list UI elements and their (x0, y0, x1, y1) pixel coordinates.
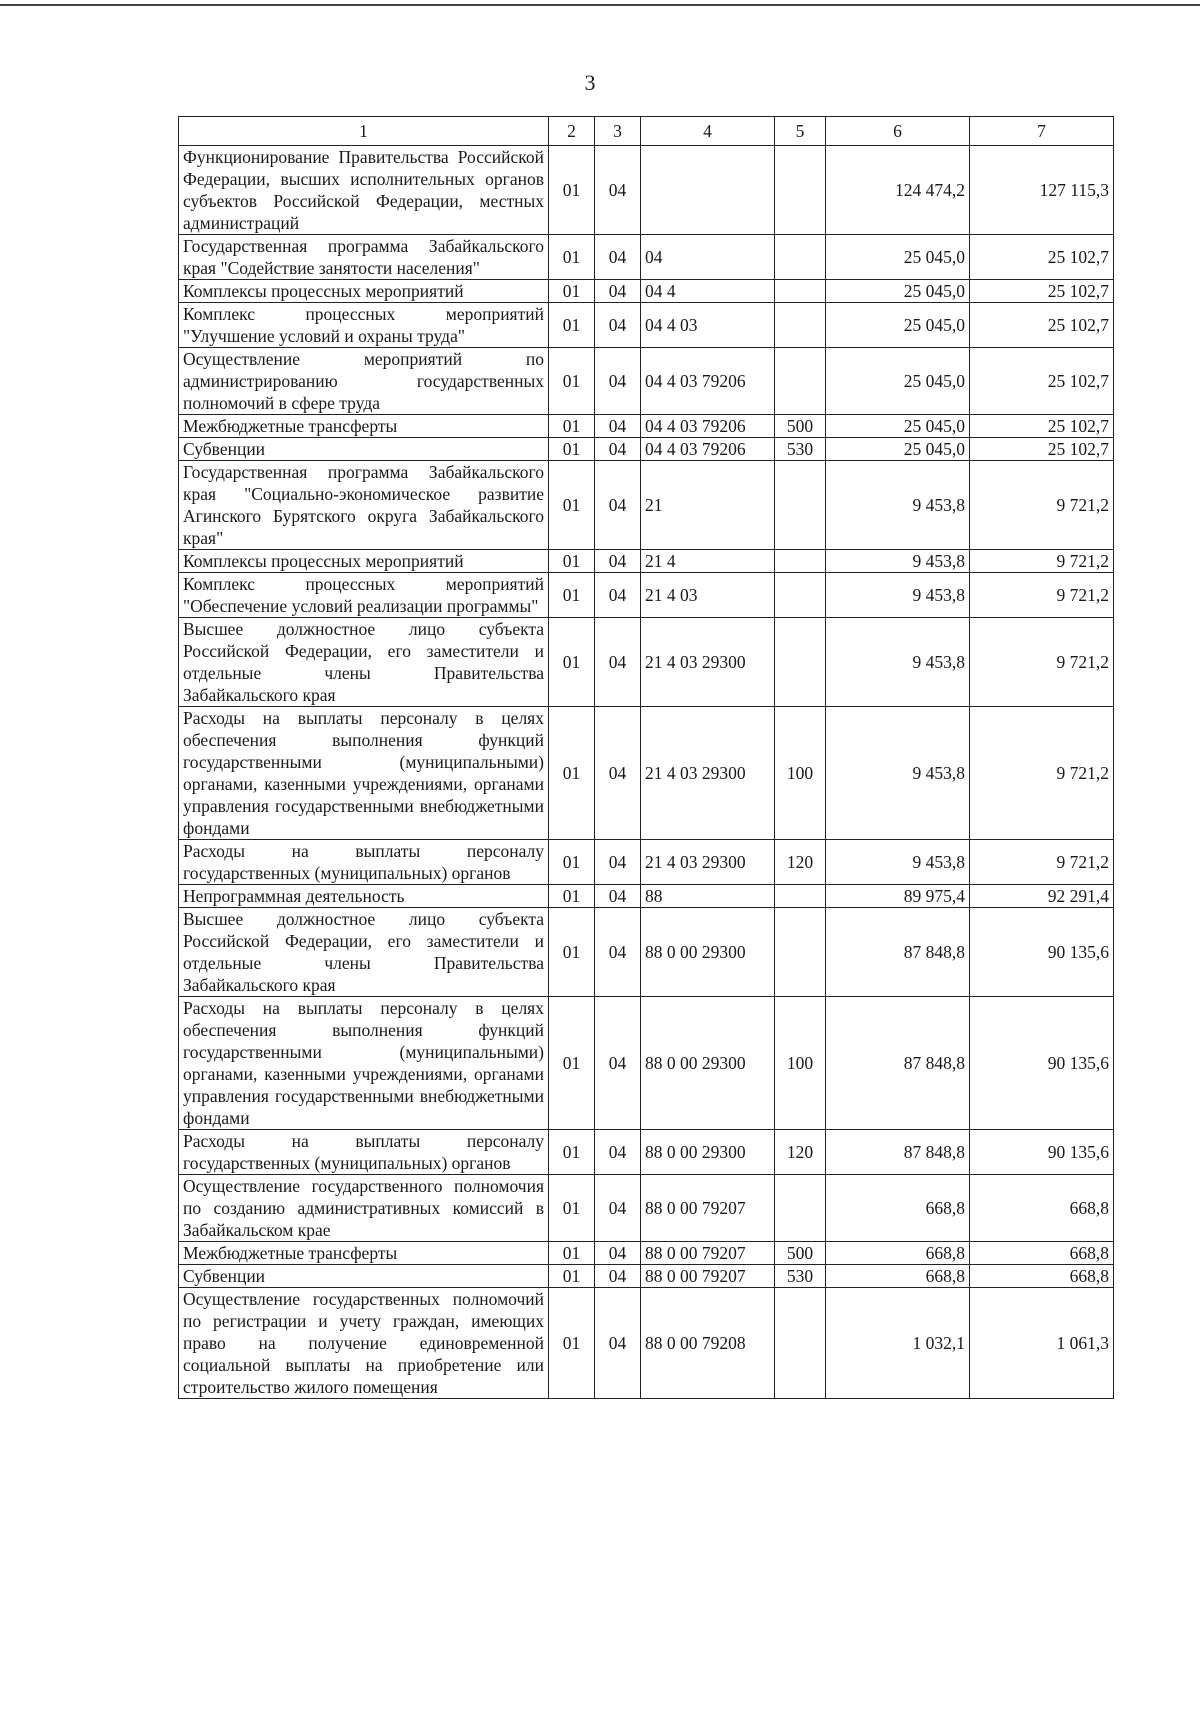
amount-col6: 25 045,0 (826, 438, 970, 461)
table-row (179, 415, 1114, 438)
row-name: Осуществление государственных полномочий по регистрации и учету граждан, имеющих право на получение единовременной социальной выплаты на приобретение или строительство жилого помещения (179, 1288, 549, 1399)
amount-col6: 25 045,0 (826, 303, 970, 348)
section-code: 01 (549, 280, 595, 303)
table-row (179, 707, 1114, 840)
expense-type-code (775, 461, 826, 550)
amount-col6: 124 474,2 (826, 146, 970, 235)
section-code: 01 (549, 885, 595, 908)
row-name: Осуществление государственного полномочия по созданию административных комиссий в Забайкальском крае (179, 1175, 549, 1242)
section-code: 01 (549, 235, 595, 280)
section-code: 01 (549, 840, 595, 885)
amount-col6: 25 045,0 (826, 235, 970, 280)
expense-type-code (775, 573, 826, 618)
amount-col6: 668,8 (826, 1265, 970, 1288)
expense-type-code: 530 (775, 438, 826, 461)
section-code: 01 (549, 146, 595, 235)
column-header: 1 (179, 117, 549, 146)
subsection-code: 04 (595, 997, 641, 1130)
amount-col6: 668,8 (826, 1242, 970, 1265)
amount-col6: 9 453,8 (826, 618, 970, 707)
row-name: Осуществление мероприятий по администрированию государственных полномочий в сфере труда (179, 348, 549, 415)
row-name: Субвенции (179, 438, 549, 461)
target-article-code: 88 0 00 29300 (641, 997, 775, 1130)
expense-type-code (775, 885, 826, 908)
section-code: 01 (549, 1242, 595, 1265)
row-name: Комплекс процессных мероприятий "Улучшение условий и охраны труда" (179, 303, 549, 348)
budget-table (178, 116, 1114, 1399)
expense-type-code (775, 146, 826, 235)
table-row (179, 550, 1114, 573)
column-header: 5 (775, 117, 826, 146)
expense-type-code (775, 1288, 826, 1399)
target-article-code: 21 4 03 29300 (641, 707, 775, 840)
subsection-code: 04 (595, 1130, 641, 1175)
table-row (179, 1288, 1114, 1399)
amount-col6: 87 848,8 (826, 997, 970, 1130)
amount-col7: 90 135,6 (970, 908, 1114, 997)
table-row (179, 1265, 1114, 1288)
amount-col7: 9 721,2 (970, 461, 1114, 550)
target-article-code: 21 4 03 29300 (641, 618, 775, 707)
amount-col7: 25 102,7 (970, 303, 1114, 348)
target-article-code: 04 4 03 79206 (641, 438, 775, 461)
amount-col7: 9 721,2 (970, 550, 1114, 573)
column-header: 7 (970, 117, 1114, 146)
amount-col6: 1 032,1 (826, 1288, 970, 1399)
amount-col6: 25 045,0 (826, 280, 970, 303)
table-row (179, 1242, 1114, 1265)
table-row (179, 280, 1114, 303)
table-row (179, 438, 1114, 461)
section-code: 01 (549, 550, 595, 573)
expense-type-code (775, 348, 826, 415)
amount-col6: 25 045,0 (826, 415, 970, 438)
amount-col6: 9 453,8 (826, 573, 970, 618)
expense-type-code (775, 235, 826, 280)
row-name: Межбюджетные трансферты (179, 415, 549, 438)
target-article-code: 88 0 00 79208 (641, 1288, 775, 1399)
amount-col7: 668,8 (970, 1175, 1114, 1242)
amount-col6: 89 975,4 (826, 885, 970, 908)
table-row (179, 885, 1114, 908)
target-article-code: 88 (641, 885, 775, 908)
section-code: 01 (549, 303, 595, 348)
target-article-code: 88 0 00 79207 (641, 1265, 775, 1288)
row-name: Непрограммная деятельность (179, 885, 549, 908)
expense-type-code: 100 (775, 707, 826, 840)
table-row (179, 1175, 1114, 1242)
expense-type-code (775, 908, 826, 997)
expense-type-code: 120 (775, 840, 826, 885)
subsection-code: 04 (595, 840, 641, 885)
target-article-code: 88 0 00 29300 (641, 1130, 775, 1175)
subsection-code: 04 (595, 303, 641, 348)
table-row (179, 461, 1114, 550)
subsection-code: 04 (595, 280, 641, 303)
target-article-code: 04 (641, 235, 775, 280)
section-code: 01 (549, 438, 595, 461)
amount-col6: 668,8 (826, 1175, 970, 1242)
section-code: 01 (549, 707, 595, 840)
subsection-code: 04 (595, 461, 641, 550)
target-article-code: 88 0 00 29300 (641, 908, 775, 997)
section-code: 01 (549, 1130, 595, 1175)
section-code: 01 (549, 348, 595, 415)
table-row (179, 348, 1114, 415)
target-article-code: 21 4 03 29300 (641, 840, 775, 885)
subsection-code: 04 (595, 235, 641, 280)
target-article-code: 21 4 (641, 550, 775, 573)
column-header: 2 (549, 117, 595, 146)
header-row (179, 117, 1114, 146)
expense-type-code: 120 (775, 1130, 826, 1175)
section-code: 01 (549, 618, 595, 707)
amount-col7: 668,8 (970, 1265, 1114, 1288)
amount-col6: 87 848,8 (826, 908, 970, 997)
table-row (179, 908, 1114, 997)
table-row (179, 146, 1114, 235)
amount-col6: 9 453,8 (826, 707, 970, 840)
subsection-code: 04 (595, 550, 641, 573)
amount-col7: 25 102,7 (970, 415, 1114, 438)
section-code: 01 (549, 1175, 595, 1242)
target-article-code: 04 4 03 (641, 303, 775, 348)
table-row (179, 1130, 1114, 1175)
row-name: Расходы на выплаты персоналу государственных (муниципальных) органов (179, 1130, 549, 1175)
table-row (179, 573, 1114, 618)
amount-col7: 25 102,7 (970, 235, 1114, 280)
target-article-code: 04 4 03 79206 (641, 415, 775, 438)
target-article-code (641, 146, 775, 235)
section-code: 01 (549, 573, 595, 618)
section-code: 01 (549, 1288, 595, 1399)
amount-col7: 9 721,2 (970, 707, 1114, 840)
expense-type-code: 530 (775, 1265, 826, 1288)
amount-col7: 9 721,2 (970, 573, 1114, 618)
target-article-code: 04 4 (641, 280, 775, 303)
subsection-code: 04 (595, 618, 641, 707)
row-name: Высшее должностное лицо субъекта Российской Федерации, его заместители и отдельные члены Правительства Забайкальского края (179, 908, 549, 997)
subsection-code: 04 (595, 1288, 641, 1399)
row-name: Расходы на выплаты персоналу в целях обеспечения выполнения функций государственными (муниципальными) органами, казенными учреждениями, органами управления государственными внебюджетными фондами (179, 707, 549, 840)
subsection-code: 04 (595, 146, 641, 235)
table-row (179, 997, 1114, 1130)
subsection-code: 04 (595, 1265, 641, 1288)
page-number: 3 (584, 70, 596, 95)
expense-type-code (775, 280, 826, 303)
amount-col7: 25 102,7 (970, 280, 1114, 303)
amount-col7: 92 291,4 (970, 885, 1114, 908)
subsection-code: 04 (595, 1175, 641, 1242)
target-article-code: 88 0 00 79207 (641, 1175, 775, 1242)
row-name: Расходы на выплаты персоналу в целях обеспечения выполнения функций государственными (муниципальными) органами, казенными учреждениями, органами управления государственными внебюджетными фондами (179, 997, 549, 1130)
subsection-code: 04 (595, 1242, 641, 1265)
section-code: 01 (549, 415, 595, 438)
table-row (179, 235, 1114, 280)
section-code: 01 (549, 908, 595, 997)
row-name: Комплексы процессных мероприятий (179, 280, 549, 303)
row-name: Расходы на выплаты персоналу государственных (муниципальных) органов (179, 840, 549, 885)
expense-type-code: 500 (775, 1242, 826, 1265)
subsection-code: 04 (595, 415, 641, 438)
column-header: 3 (595, 117, 641, 146)
table-row (179, 840, 1114, 885)
expense-type-code (775, 1175, 826, 1242)
target-article-code: 21 4 03 (641, 573, 775, 618)
expense-type-code (775, 303, 826, 348)
amount-col7: 9 721,2 (970, 618, 1114, 707)
amount-col7: 127 115,3 (970, 146, 1114, 235)
expense-type-code: 500 (775, 415, 826, 438)
amount-col6: 87 848,8 (826, 1130, 970, 1175)
amount-col7: 90 135,6 (970, 997, 1114, 1130)
table-row (179, 618, 1114, 707)
row-name: Государственная программа Забайкальского края "Содействие занятости населения" (179, 235, 549, 280)
amount-col6: 25 045,0 (826, 348, 970, 415)
column-header: 4 (641, 117, 775, 146)
amount-col7: 9 721,2 (970, 840, 1114, 885)
amount-col7: 1 061,3 (970, 1288, 1114, 1399)
row-name: Функционирование Правительства Российской Федерации, высших исполнительных органов субъектов Российской Федерации, местных администраций (179, 146, 549, 235)
row-name: Комплексы процессных мероприятий (179, 550, 549, 573)
amount-col7: 90 135,6 (970, 1130, 1114, 1175)
subsection-code: 04 (595, 707, 641, 840)
row-name: Комплекс процессных мероприятий "Обеспечение условий реализации программы" (179, 573, 549, 618)
expense-type-code (775, 618, 826, 707)
amount-col6: 9 453,8 (826, 550, 970, 573)
amount-col7: 25 102,7 (970, 438, 1114, 461)
subsection-code: 04 (595, 908, 641, 997)
subsection-code: 04 (595, 438, 641, 461)
expense-type-code: 100 (775, 997, 826, 1130)
row-name: Субвенции (179, 1265, 549, 1288)
subsection-code: 04 (595, 348, 641, 415)
subsection-code: 04 (595, 573, 641, 618)
amount-col7: 668,8 (970, 1242, 1114, 1265)
target-article-code: 04 4 03 79206 (641, 348, 775, 415)
table-row (179, 303, 1114, 348)
column-header: 6 (826, 117, 970, 146)
section-code: 01 (549, 1265, 595, 1288)
amount-col6: 9 453,8 (826, 461, 970, 550)
amount-col7: 25 102,7 (970, 348, 1114, 415)
target-article-code: 88 0 00 79207 (641, 1242, 775, 1265)
row-name: Высшее должностное лицо субъекта Российской Федерации, его заместители и отдельные члены Правительства Забайкальского края (179, 618, 549, 707)
row-name: Государственная программа Забайкальского края "Социально-экономическое развитие Агинского Бурятского округа Забайкальского края" (179, 461, 549, 550)
subsection-code: 04 (595, 885, 641, 908)
section-code: 01 (549, 461, 595, 550)
target-article-code: 21 (641, 461, 775, 550)
row-name: Межбюджетные трансферты (179, 1242, 549, 1265)
amount-col6: 9 453,8 (826, 840, 970, 885)
top-border-line (0, 4, 1200, 6)
section-code: 01 (549, 997, 595, 1130)
expense-type-code (775, 550, 826, 573)
